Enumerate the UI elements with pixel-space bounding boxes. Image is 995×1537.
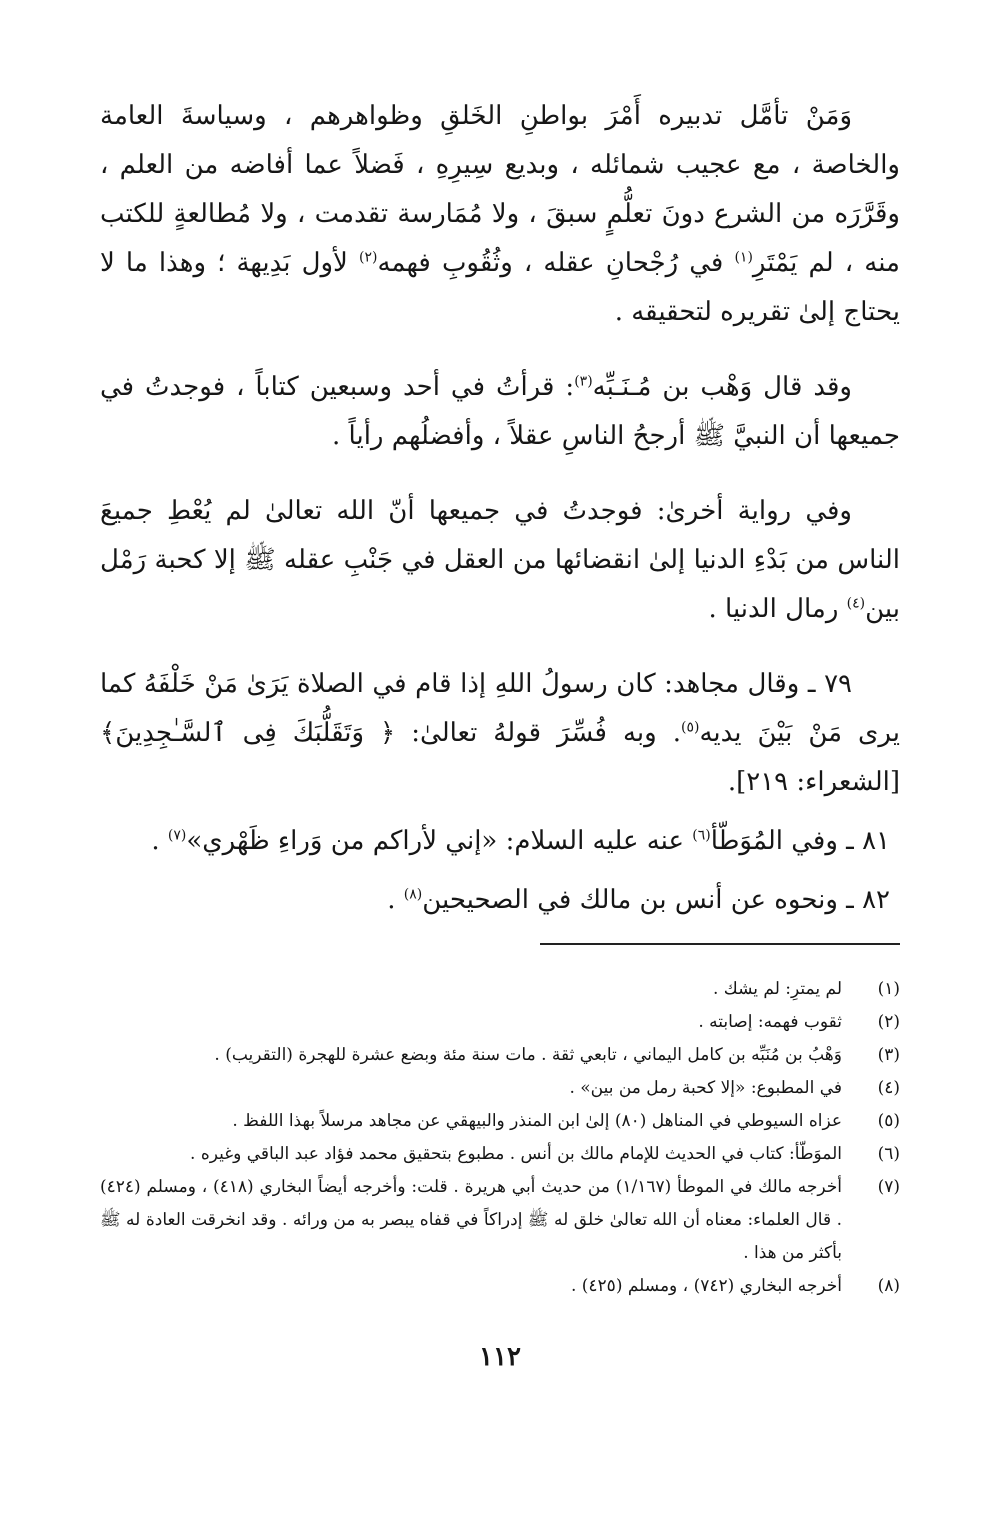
footnote-number: (٢) (877, 1012, 900, 1032)
paragraph-81 (100, 817, 900, 866)
footnote-number: (١) (877, 979, 900, 999)
paragraph-82-start: ٨٢ ـ ونحوه عن أنس بن مالك في الصحيحين (422, 885, 890, 915)
footnote-text: أخرجه البخاري (٧٤٢) ، ومسلم (٤٢٥) . (570, 1276, 842, 1296)
footnote-item (100, 1171, 900, 1270)
paragraph-2 (100, 363, 900, 461)
paragraph-2-start: وقد قال وَهْب بن مُـنَـبِّه (592, 372, 852, 402)
footnote-ref-5: (٥) (680, 719, 700, 736)
footnote-item (100, 1072, 900, 1105)
book-page (100, 92, 900, 1392)
paragraph-3-end: رمال الدنيا . (708, 594, 847, 624)
footnote-item (100, 1039, 900, 1072)
paragraph-1-mid: في رُجْحانِ عقله ، وثُقُوبِ فهمه (377, 248, 735, 278)
footnote-ref-2: (٢) (359, 249, 378, 266)
main-text (100, 92, 900, 925)
footnote-number: (٦) (877, 1144, 900, 1164)
footnote-number: (٨) (877, 1276, 900, 1296)
footnote-divider (540, 943, 900, 945)
paragraph-1-end: لأول بَدِيهة ؛ وهذا ما لا يحتاج إلىٰ تقريره لتحقيقه . (100, 248, 900, 327)
footnote-number: (٣) (877, 1045, 900, 1065)
footnote-ref-1: (١) (734, 249, 753, 266)
footnote-number: (٤) (877, 1078, 900, 1098)
paragraph-81-end: . (151, 826, 168, 856)
footnote-item (100, 1006, 900, 1039)
footnote-item (100, 1105, 900, 1138)
paragraph-1 (100, 92, 900, 337)
footnote-item (100, 1270, 900, 1303)
footnote-number: (٥) (877, 1111, 900, 1131)
footnote-text: في المطبوع: «إلا كحبة رمل من بين» . (569, 1078, 842, 1098)
footnotes (100, 973, 900, 1303)
footnote-text: أخرجه مالك في الموطأ (١/١٦٧) من حديث أبي هريرة . قلت: وأخرجه أيضاً البخاري (٤١٨) ، ومسلم (٤٢٤) . قال العلماء: معناه أن الله تعالىٰ خلق له ﷺ إدراكاً في قفاه يبصر به من ورائه . وقد انخرقت العادة له ﷺ بأكثر من هذا . (100, 1177, 843, 1263)
footnote-item (100, 973, 900, 1006)
footnote-text: وَهْبُ بن مُنَبِّه بن كامل اليماني ، تابعي ثقة . مات سنة مئة وبضع عشرة للهجرة (التقريب) . (214, 1045, 842, 1065)
paragraph-3-start: وفي رواية أخرىٰ: فوجدتُ في جميعها أنّ الله تعالىٰ لم يُعْطِ جميعَ الناس من بَدْءِ الدنيا إلىٰ انقضائها من العقل في جَنْبِ عقله ﷺ إلا كحبة رَمْل بين (100, 496, 900, 624)
footnote-number: (٧) (877, 1177, 900, 1197)
paragraph-79-start: ٧٩ ـ وقال مجاهد: كان رسولُ اللهِ إذا قام في الصلاة يَرَىٰ مَنْ خَلْفَهُ كما يرى مَنْ بَيْنَ يديه (100, 669, 900, 748)
footnote-ref-6: (٦) (692, 827, 711, 844)
footnote-item (100, 1138, 900, 1171)
footnote-ref-3: (٣) (574, 373, 593, 390)
paragraph-82 (100, 876, 900, 925)
paragraph-1-text: وَمَنْ تأمَّل تدبيره أَمْرَ بواطنِ الخَلقِ وظواهرهم ، وسياسةَ العامة والخاصة ، مع عجيب شمائله ، وبديع سِيرِهِ ، فَضلاً عما أفاضه من العلم ، وقَرَّرَه من الشرع دونَ تعلُّمٍ سبقَ ، ولا مُمَارسة تقدمت ، ولا مُطالعةٍ للكتب منه ، لم يَمْتَرِ (100, 101, 900, 278)
paragraph-81-mid: عنه عليه السلام: «إني لأراكم من وَراءِ ظَهْري» (186, 826, 693, 856)
paragraph-81-start: ٨١ ـ وفي المُوَطّأ (710, 826, 890, 856)
paragraph-3 (100, 487, 900, 634)
paragraph-2-end: : قرأتُ في أحد وسبعين كتاباً ، فوجدتُ في جميعها أن النبيَّ ﷺ أرجحُ الناسِ عقلاً ، وأفضلُهم رأياً . (100, 372, 900, 451)
footnote-text: عزاه السيوطي في المناهل (٨٠) إلىٰ ابن المنذر والبيهقي عن مجاهد مرسلاً بهذا اللفظ . (232, 1111, 842, 1131)
paragraph-79-end: . وبه فُسِّرَ قولهُ تعالىٰ: ﴿ وَتَقَلُّبَكَ فِى ٱلسَّـٰجِدِينَ﴾ [الشعراء: ٢١٩]. (100, 718, 900, 797)
paragraph-79 (100, 660, 900, 807)
footnote-ref-4: (٤) (846, 595, 866, 612)
footnote-text: لم يمترِ: لم يشك . (712, 979, 842, 999)
footnote-ref-7: (٧) (167, 827, 187, 844)
page-number: ١١٢ (479, 1342, 521, 1372)
paragraph-82-end: . (387, 885, 404, 915)
footnote-text: ثقوب فهمه: إصابته . (698, 1012, 842, 1032)
footnote-text: الموَطّأ: كتاب في الحديث للإمام مالك بن أنس . مطبوع بتحقيق محمد فؤاد عبد الباقي وغيره . (190, 1144, 842, 1164)
footnote-ref-8: (٨) (403, 886, 423, 903)
